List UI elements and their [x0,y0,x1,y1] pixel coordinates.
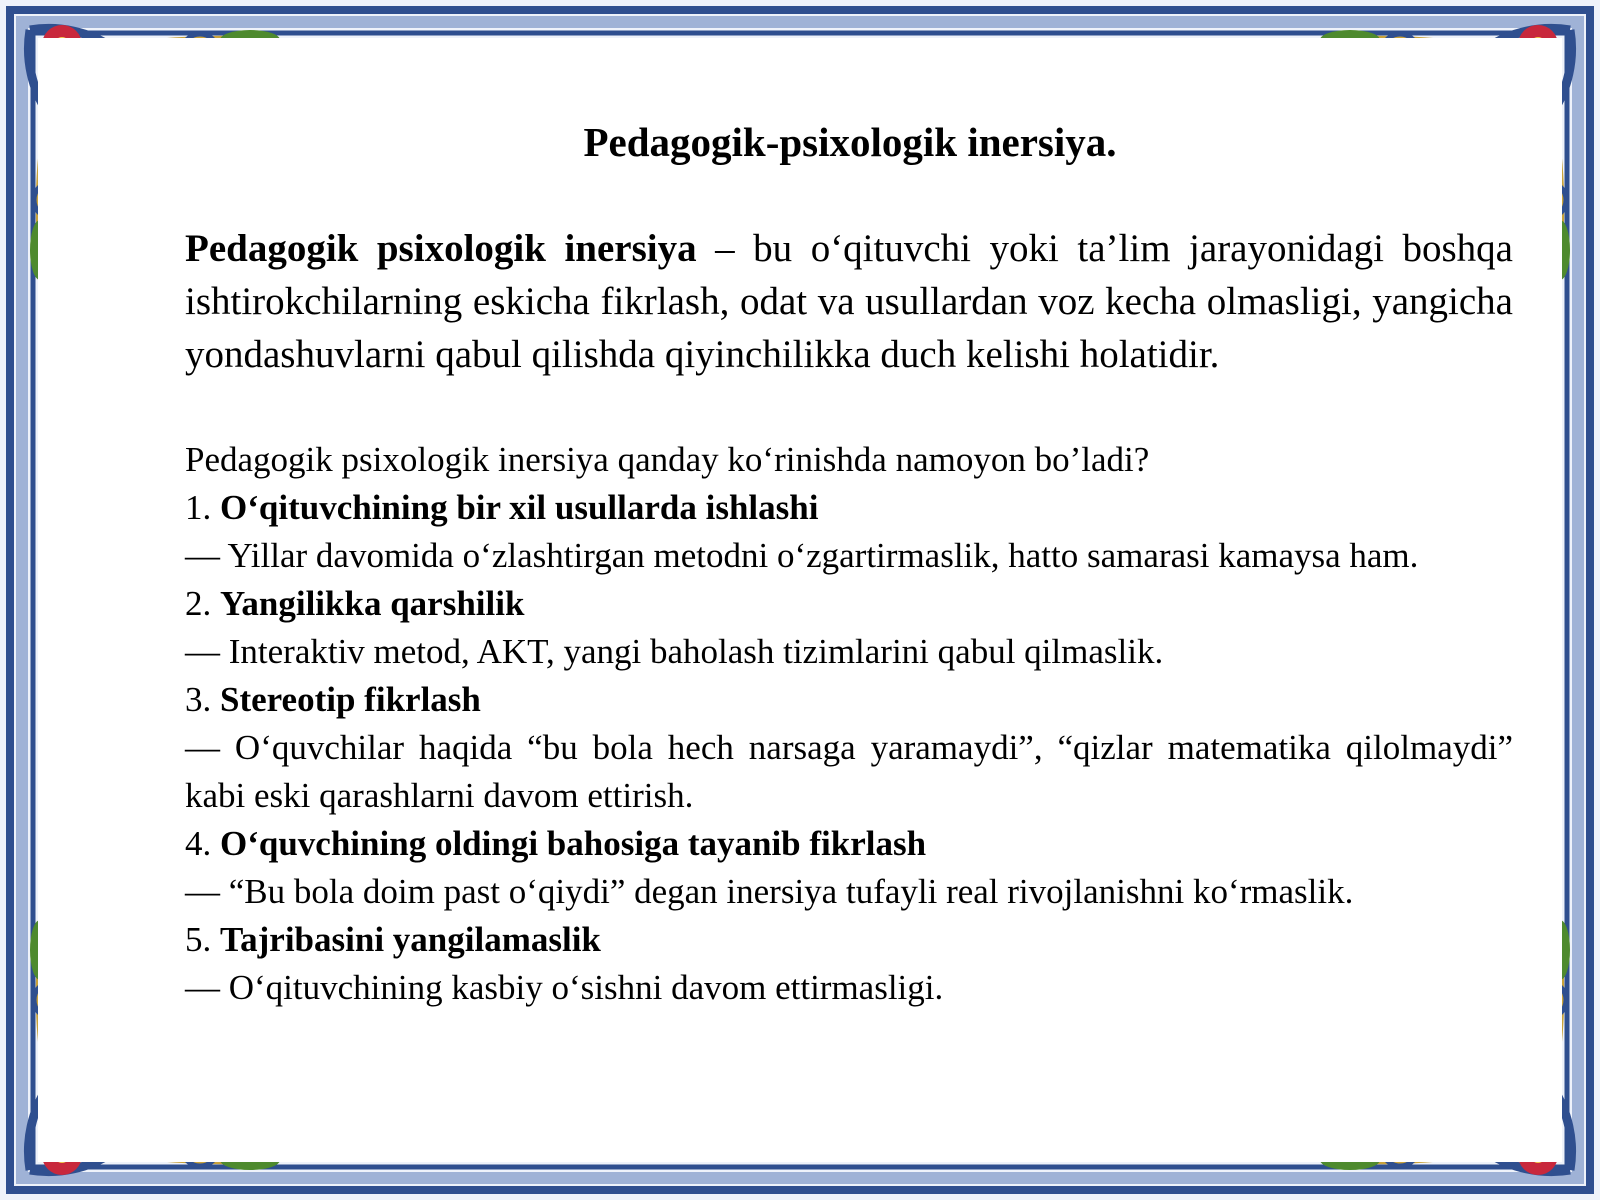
list-item-title: O‘qituvchining bir xil usullarda ishlashi [220,488,819,527]
list-item-heading [185,916,1513,964]
list-item-detail: — “Bu bola doim past o‘qiydi” degan inersiya tufayli real rivojlanishni ko‘rmaslik. [185,872,1354,911]
list-item-title: Yangilikka qarshilik [220,584,525,623]
list-item-number: 4. [185,824,220,863]
content-body [185,436,1513,1012]
list-item-title: Tajribasini yangilamaslik [220,920,601,959]
list-item-number: 1. [185,488,220,527]
list-item-detail: — O‘quvchilar haqida “bu bola hech narsaga yaramaydi”, “qizlar matematika qilolmaydi” kabi eski qarashlarni davom ettirish. [185,728,1513,815]
list-item-title: Stereotip fikrlash [220,680,481,719]
list-item-heading [185,580,1513,628]
list-item-heading [185,820,1513,868]
list-item-detail: — Yillar davomida o‘zlashtirgan metodni o‘zgartirmaslik, hatto samarasi kamaysa ham. [185,536,1419,575]
definition-text: – bu o‘qituvchi yoki ta’lim jarayonidagi boshqa ishtirokchilarning eskicha fikrlash, odat va usullardan voz kecha olmasligi, yangicha yondashuvlarni qabul qilishda qiyinchilikka duch kelishi holatidir. [185,227,1513,376]
list-item-heading [185,676,1513,724]
list-item-detail: — O‘qituvchining kasbiy o‘sishni davom ettirmasligi. [185,968,944,1007]
list-item-heading [185,484,1513,532]
list-item-title: O‘quvchining oldingi bahosiga tayanib fikrlash [220,824,927,863]
question-line: Pedagogik psixologik inersiya qanday ko‘rinishda namoyon bo’ladi? [185,440,1150,479]
list-item-number: 2. [185,584,220,623]
list-item-number: 3. [185,680,220,719]
definition-paragraph [185,222,1513,381]
slide-title: Pedagogik-psixologik inersiya. [583,119,1117,165]
definition-term: Pedagogik psixologik inersiya [185,227,697,270]
list-item-detail: — Interaktiv metod, AKT, yangi baholash tizimlarini qabul qilmaslik. [185,632,1164,671]
list-item-number: 5. [185,920,220,959]
